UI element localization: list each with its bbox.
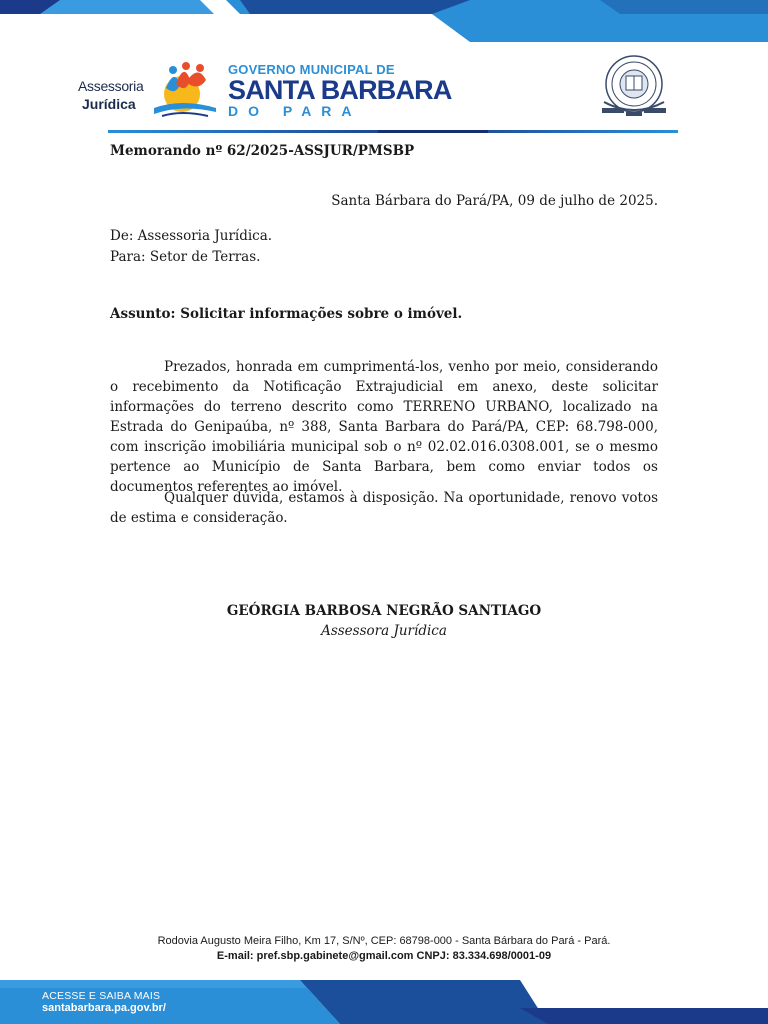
footer-contact: E-mail: pref.sbp.gabinete@gmail.com CNPJ: 83.334.698/0001-09 (216, 950, 552, 962)
from-line: De: Assessoria Jurídica. (110, 228, 273, 244)
assessoria-juridica-logo (74, 58, 224, 122)
gov-title-line1: GOVERNO MUNICIPAL DE (228, 62, 395, 77)
logo-label-assessoria: Assessoria (78, 78, 144, 94)
to-line: Para: Setor de Terras. (110, 249, 261, 265)
people-emblem-icon (146, 58, 218, 122)
header-divider-accent (378, 130, 488, 133)
gov-title-line2: SANTA BARBARA (228, 75, 452, 105)
signatory-role: Assessora Jurídica (321, 623, 447, 639)
footer-address: Rodovia Augusto Meira Filho, Km 17, S/Nº, CEP: 68798-000 - Santa Bárbara do Pará - Pará. (157, 935, 611, 947)
municipal-seal-icon (594, 52, 674, 124)
signatory-name: GEÓRGIA BARBOSA NEGRÃO SANTIAGO (226, 603, 542, 619)
gov-title-line3: DO PARA (228, 103, 362, 119)
footer-site-link[interactable]: santabarbara.pa.gov.br/ (42, 1002, 166, 1014)
body-paragraph-2: Qualquer dúvida, estamos à disposição. Na oportunidade, renovo votos de estima e consideração. (110, 490, 658, 526)
date-line: Santa Bárbara do Pará/PA, 09 de julho de 2025. (331, 193, 658, 209)
logo-label-juridica: Jurídica (82, 96, 136, 112)
memo-number: Memorando nº 62/2025-ASSJUR/PMSBP (110, 143, 415, 159)
footer-acesse-label: ACESSE E SAIBA MAIS (42, 990, 161, 1002)
header-divider (108, 130, 678, 133)
subject-line: Assunto: Solicitar informações sobre o imóvel. (110, 306, 463, 322)
government-title (228, 62, 452, 119)
top-decorative-band (0, 0, 768, 42)
body-paragraph-1: Prezados, honrada em cumprimentá-los, venho por meio, considerando o recebimento da Notificação Extrajudicial em anexo, deste solicitar informações do terreno descrito como TERRENO URBANO, localizado na Estrada do Genipaúba, nº 388, Santa Barbara do Pará/PA, CEP: 68.798-000, com inscrição imobiliária municipal sob o nº 02.02.016.0308.001, se o mesmo pertence ao Município de Santa Barbara, bem como enviar todos os documentos referentes ao imóvel. (110, 359, 658, 495)
